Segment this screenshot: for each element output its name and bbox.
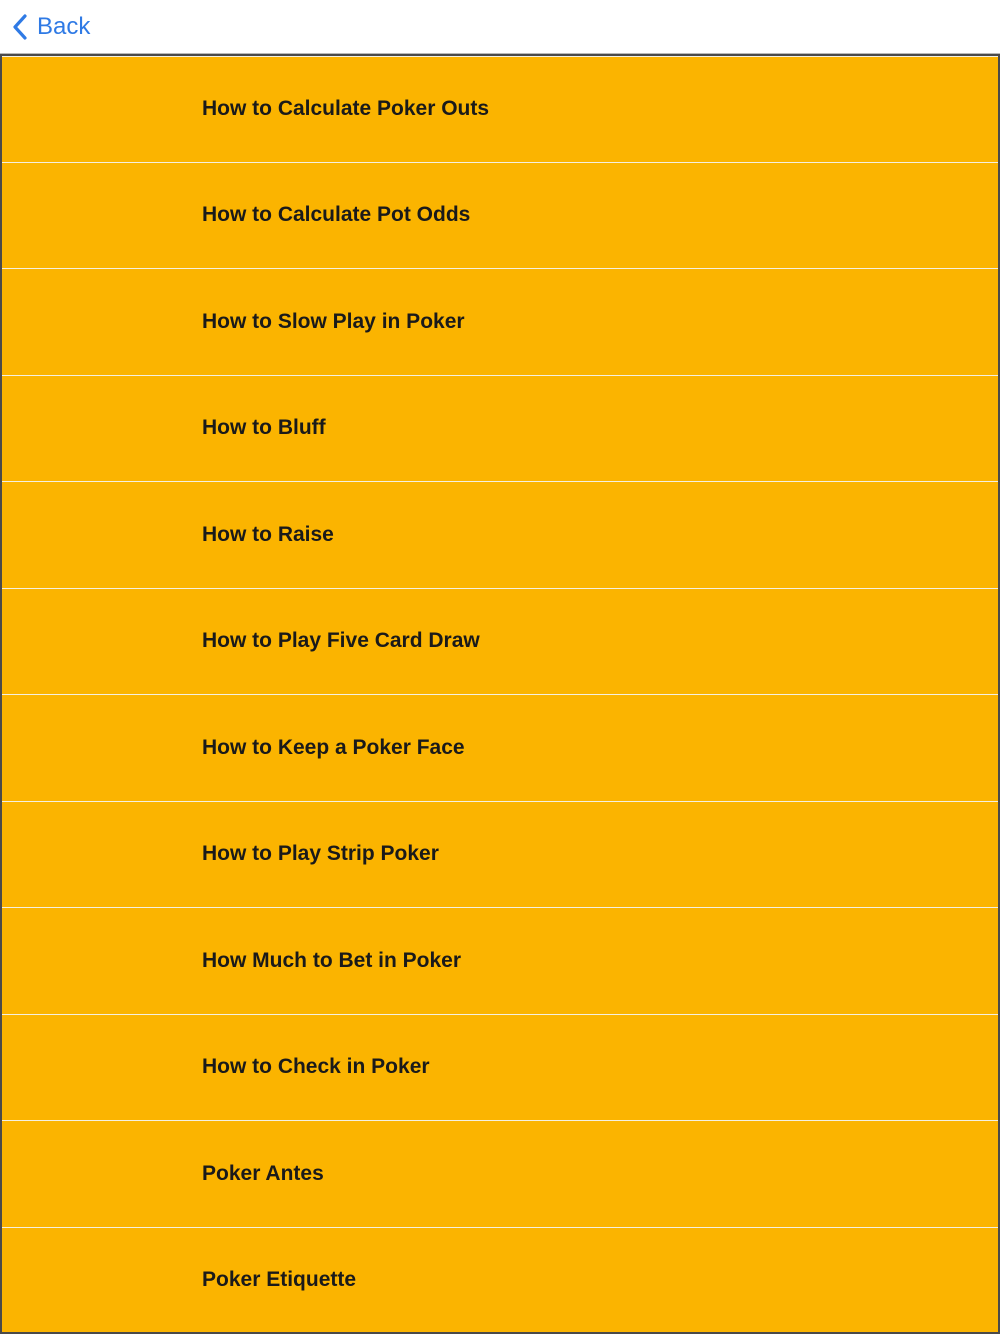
back-button[interactable] [10,10,90,44]
back-label: Back [37,13,91,40]
list-item[interactable] [2,589,998,696]
navigation-bar [0,0,1000,54]
list-item-label: How to Play Strip Poker [202,842,439,866]
list-item[interactable] [2,482,998,589]
list-item-label: Poker Antes [202,1161,324,1185]
list-item[interactable] [2,269,998,376]
list-item[interactable] [2,163,998,270]
list-item-label: How to Slow Play in Poker [202,309,465,333]
list-item-label: How to Play Five Card Draw [202,629,480,653]
chevron-left-icon [10,12,30,42]
list-item-label: How to Keep a Poker Face [202,735,465,759]
list-item-label: Poker Etiquette [202,1268,357,1292]
topic-list-container [0,54,1000,1334]
list-item-label: How to Bluff [202,416,326,440]
list-item-label: How to Calculate Pot Odds [202,203,471,227]
list-item[interactable] [2,1121,998,1228]
list-item[interactable] [2,56,998,163]
list-item-label: How to Raise [202,522,334,546]
list-item-label: How to Calculate Poker Outs [202,97,490,121]
list-item[interactable] [2,802,998,909]
list-item-label: How to Check in Poker [202,1055,430,1079]
list-item[interactable] [2,908,998,1015]
topic-list[interactable] [2,56,998,1332]
list-item[interactable] [2,695,998,802]
list-item[interactable] [2,376,998,483]
list-item-label: How Much to Bet in Poker [202,948,462,972]
list-item[interactable] [2,1228,998,1333]
list-item[interactable] [2,1015,998,1122]
